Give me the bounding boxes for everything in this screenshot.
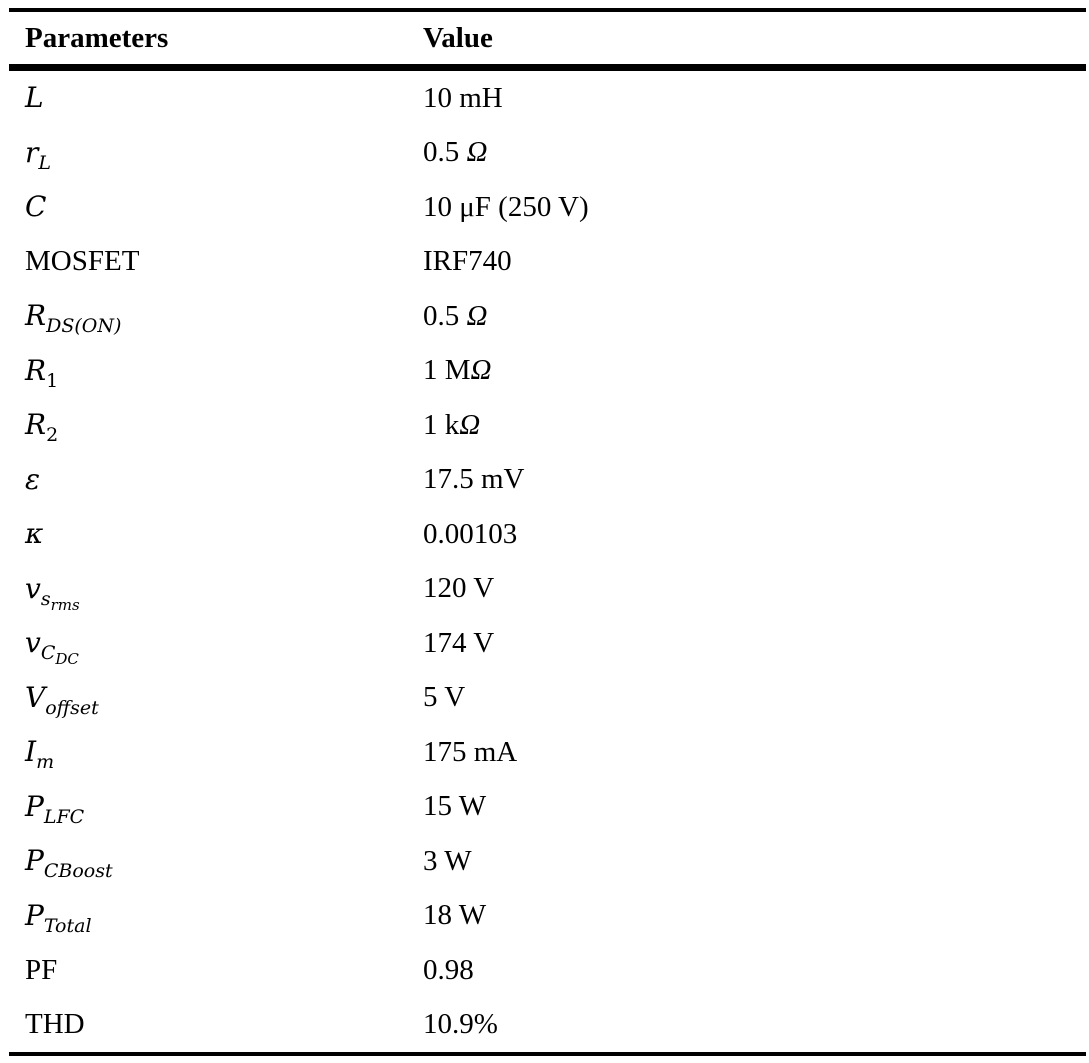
subscript-text: Total bbox=[43, 914, 92, 937]
value-text: 0.5 bbox=[423, 299, 467, 332]
parameter-cell bbox=[9, 1008, 423, 1041]
value-cell bbox=[423, 191, 1086, 224]
value-unit: Ω bbox=[470, 354, 492, 387]
symbol-base: v bbox=[25, 626, 41, 660]
parameter-symbol bbox=[25, 898, 92, 937]
table-row bbox=[9, 562, 1086, 617]
value-cell bbox=[423, 354, 1086, 387]
table-row bbox=[9, 998, 1086, 1053]
value-cell bbox=[423, 300, 1086, 333]
symbol-subscript bbox=[36, 751, 54, 773]
subscript-text: 2 bbox=[46, 424, 59, 447]
value-text: 18 W bbox=[423, 899, 487, 932]
value-cell bbox=[423, 790, 1086, 823]
symbol-base: P bbox=[25, 844, 44, 878]
parameter-cell bbox=[9, 789, 423, 828]
value-unit: Ω bbox=[466, 299, 488, 332]
table-row bbox=[9, 235, 1086, 290]
table-row bbox=[9, 725, 1086, 780]
table-row bbox=[9, 616, 1086, 671]
parameter-cell bbox=[9, 680, 423, 719]
symbol-subscript bbox=[44, 860, 113, 882]
symbol-base: I bbox=[25, 735, 37, 769]
subscript-text: L bbox=[38, 151, 52, 174]
table-row bbox=[9, 943, 1086, 998]
parameter-symbol bbox=[25, 135, 52, 174]
subscript-text: 1 bbox=[46, 369, 59, 392]
value-text: 3 W bbox=[423, 844, 472, 877]
parameter-cell bbox=[9, 735, 423, 774]
parameter-symbol bbox=[25, 353, 59, 392]
symbol-subscript bbox=[45, 697, 99, 719]
value-cell bbox=[423, 845, 1086, 878]
value-text: 5 V bbox=[423, 681, 466, 714]
value-text: 0.98 bbox=[423, 953, 474, 986]
value-cell bbox=[423, 627, 1086, 660]
symbol-base: L bbox=[25, 81, 44, 115]
value-cell bbox=[423, 82, 1086, 115]
table-bottom-rule bbox=[9, 1052, 1086, 1056]
symbol-base: r bbox=[25, 135, 39, 169]
value-unit: Ω bbox=[466, 136, 488, 169]
parameter-cell bbox=[9, 245, 423, 278]
symbol-base: R bbox=[25, 353, 47, 387]
value-cell bbox=[423, 954, 1086, 987]
parameter-cell bbox=[9, 571, 423, 614]
parameter-symbol bbox=[25, 190, 46, 223]
symbol-subscript bbox=[38, 152, 51, 174]
value-cell bbox=[423, 136, 1086, 169]
subscript-text: C bbox=[40, 642, 56, 665]
value-cell bbox=[423, 572, 1086, 605]
value-cell bbox=[423, 899, 1086, 932]
subscript-text: offset bbox=[45, 696, 99, 719]
table-row bbox=[9, 834, 1086, 889]
value-text: 174 V bbox=[423, 626, 495, 659]
parameter-cell bbox=[9, 517, 423, 551]
value-text: 0.5 bbox=[423, 136, 467, 169]
parameter-cell bbox=[9, 190, 423, 224]
symbol-subscript bbox=[44, 915, 92, 937]
symbol-sub-subscript: rms bbox=[50, 595, 80, 614]
parameter-cell bbox=[9, 353, 423, 392]
value-text: 0.00103 bbox=[423, 517, 518, 550]
table-row bbox=[9, 507, 1086, 562]
parameter-symbol bbox=[25, 844, 113, 883]
value-cell bbox=[423, 736, 1086, 769]
parameter-symbol bbox=[25, 626, 79, 669]
parameter-symbol bbox=[25, 408, 59, 447]
table-row bbox=[9, 453, 1086, 508]
value-text: 1 M bbox=[423, 354, 471, 387]
symbol-subscript bbox=[46, 424, 58, 446]
parameter-cell bbox=[9, 898, 423, 937]
value-cell bbox=[423, 681, 1086, 714]
subscript-text: CBoost bbox=[43, 860, 113, 883]
parameter-name: MOSFET bbox=[25, 245, 140, 278]
value-cell bbox=[423, 1008, 1086, 1041]
table-row bbox=[9, 889, 1086, 944]
symbol-sub-subscript: DC bbox=[55, 650, 79, 669]
table-header-rule bbox=[9, 64, 1086, 71]
table-row bbox=[9, 126, 1086, 181]
table-row bbox=[9, 180, 1086, 235]
parameter-symbol bbox=[25, 680, 99, 719]
symbol-base: R bbox=[25, 408, 47, 442]
value-text: IRF740 bbox=[423, 245, 512, 278]
header-value: Value bbox=[423, 21, 493, 54]
parameter-cell bbox=[9, 81, 423, 115]
value-unit: Ω bbox=[459, 408, 481, 441]
parameter-cell bbox=[9, 135, 423, 174]
symbol-subscript bbox=[40, 642, 79, 669]
subscript-text: DS(ON) bbox=[46, 315, 122, 338]
parameter-symbol bbox=[25, 789, 85, 828]
table-row bbox=[9, 398, 1086, 453]
symbol-base: ε bbox=[25, 462, 41, 496]
value-text: 10 mH bbox=[423, 81, 503, 114]
value-text: 120 V bbox=[423, 572, 495, 605]
parameter-name: THD bbox=[25, 1008, 85, 1041]
subscript-text: s bbox=[40, 587, 51, 610]
symbol-base: P bbox=[25, 898, 44, 932]
value-text: 175 mA bbox=[423, 735, 518, 768]
table-row bbox=[9, 671, 1086, 726]
symbol-subscript bbox=[44, 806, 84, 828]
subscript-text: LFC bbox=[43, 805, 85, 828]
table-row bbox=[9, 71, 1086, 126]
value-cell bbox=[423, 518, 1086, 551]
parameter-symbol bbox=[25, 463, 40, 496]
parameters-table bbox=[9, 8, 1086, 1056]
parameter-cell bbox=[9, 844, 423, 883]
value-text: 15 W bbox=[423, 790, 487, 823]
symbol-base: κ bbox=[25, 517, 44, 551]
parameter-cell bbox=[9, 626, 423, 669]
parameter-cell bbox=[9, 299, 423, 338]
parameter-symbol bbox=[25, 517, 43, 550]
value-text: 17.5 mV bbox=[423, 463, 525, 496]
value-text: 10 μF (250 V) bbox=[423, 190, 589, 223]
table-body bbox=[9, 71, 1086, 1052]
symbol-base: R bbox=[25, 299, 47, 333]
table-header-row bbox=[9, 12, 1086, 64]
parameter-cell bbox=[9, 408, 423, 447]
value-cell bbox=[423, 463, 1086, 496]
parameter-symbol bbox=[25, 299, 122, 338]
value-cell bbox=[423, 409, 1086, 442]
symbol-subscript bbox=[46, 315, 121, 337]
symbol-subscript bbox=[46, 370, 58, 392]
table-row bbox=[9, 289, 1086, 344]
table-row bbox=[9, 344, 1086, 399]
value-cell bbox=[423, 245, 1086, 278]
parameter-cell bbox=[9, 954, 423, 987]
parameter-name: PF bbox=[25, 953, 58, 986]
symbol-base: v bbox=[25, 571, 41, 605]
symbol-base: V bbox=[25, 680, 46, 714]
parameter-symbol bbox=[25, 735, 55, 774]
parameter-cell bbox=[9, 463, 423, 497]
value-text: 1 k bbox=[423, 408, 460, 441]
value-text: 10.9% bbox=[423, 1008, 498, 1041]
symbol-subscript bbox=[40, 587, 80, 614]
header-parameters: Parameters bbox=[25, 21, 169, 54]
symbol-base: P bbox=[25, 789, 44, 823]
table-row bbox=[9, 780, 1086, 835]
symbol-base: C bbox=[25, 190, 47, 224]
subscript-text: m bbox=[36, 751, 55, 774]
parameter-symbol bbox=[25, 571, 80, 614]
parameter-symbol bbox=[25, 81, 44, 114]
